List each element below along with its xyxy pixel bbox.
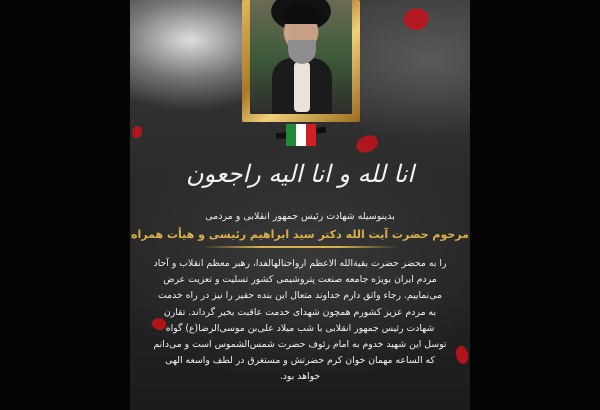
message-line: مردم ایران بویژه جامعه صنعت پتروشیمی کشور تسلیت و تعزیت عرض [163,274,437,286]
portrait-frame [242,0,360,122]
calligraphy-inna-lillah: انا لله و انا الیه راجعون [186,160,414,188]
flag-white-stripe [296,124,306,146]
condolence-message [144,256,456,386]
intro-line: بدینوسیله شهادت رئیس جمهور انقلابی و مردمی [205,211,395,222]
flag-red-stripe [306,124,316,146]
gold-divider [202,246,398,248]
portrait-photo [250,0,352,114]
message-line: خواهد بود. [279,371,321,383]
portrait-collar [294,62,310,112]
message-line: که الساعه مهمان خوان کرم حضرتش و مستغرق در لطف واسعه الهی [165,355,435,367]
message-line: توسل این شهید خدوم به امام رئوف حضرت شمس‌الشموس است و می‌دانم [153,339,447,351]
rose-petal [401,5,431,34]
message-line: می‌نماییم. رجاء واثق دارم خداوند متعال این بنده حقیر را نیز در راه خدمت [157,290,442,302]
message-line: به مردم عزیز کشورم همچون شهدای خدمت عاقبت بخیر گرداند. تقارن [163,306,437,318]
portrait-turban [282,4,322,24]
condolence-poster [130,0,470,410]
iran-flag-ribbon [286,124,316,146]
rose-petal [132,126,142,138]
rose-petal [354,133,379,154]
message-line: شهادت رئیس جمهور انقلابی با شب میلاد علی‌بن موسی‌الرضا(ع) گواه [165,322,435,334]
honoree-name-line: مرحوم حضرت آیت الله دکتر سید ابراهیم رئیسی و هیأت همراه [131,228,469,241]
left-black-margin [0,0,130,410]
right-black-margin [470,0,600,410]
flag-green-stripe [286,124,296,146]
message-line: را به محضر حضرت بقیةالله الاعظم ارواحنالهالفدا، رهبر معظم انقلاب و آحاد [153,258,447,269]
